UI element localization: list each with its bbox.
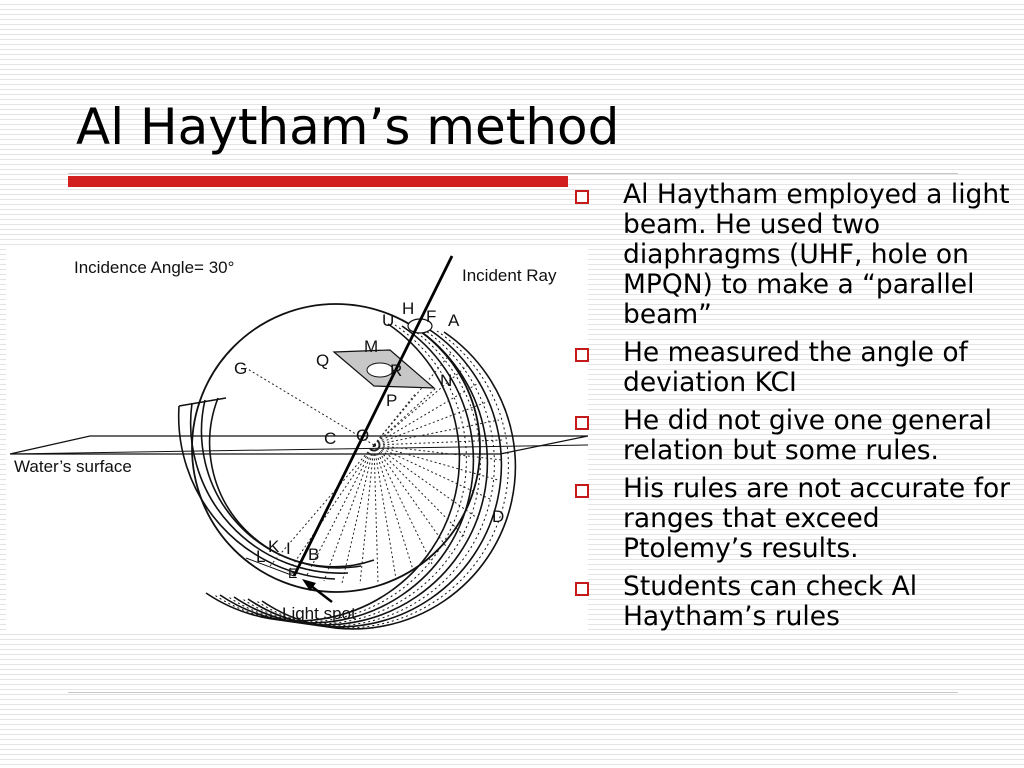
point-label-g: G bbox=[234, 359, 248, 378]
bullet-list bbox=[574, 180, 1014, 640]
point-label-f: F bbox=[426, 307, 437, 326]
point-label-r: R bbox=[390, 361, 403, 380]
point-label-m: M bbox=[364, 337, 379, 356]
point-label-h: H bbox=[402, 299, 415, 318]
point-label-n: N bbox=[440, 371, 453, 390]
bullet-item bbox=[574, 338, 1014, 398]
point-label-k: K bbox=[268, 537, 280, 556]
bullet-text: Students can check Al Haytham’s rules bbox=[623, 571, 918, 632]
point-label-p: P bbox=[386, 391, 398, 410]
square-bullet-icon bbox=[575, 484, 589, 498]
bullet-item bbox=[574, 572, 1014, 632]
point-label-q: Q bbox=[316, 351, 330, 370]
point-label-b: B bbox=[308, 545, 320, 564]
bullet-text: His rules are not accurate for ranges that exceed Ptolemy’s results. bbox=[623, 473, 1011, 564]
bullet-text: Al Haytham employed a light beam. He used two diaphragms (UHF, hole on MPQN) to make a “parallel beam” bbox=[623, 179, 1010, 330]
slide-title: Al Haytham’s method bbox=[76, 98, 620, 156]
point-label-o: O bbox=[356, 426, 370, 445]
title-accent-bar bbox=[68, 176, 568, 187]
square-bullet-icon bbox=[575, 416, 589, 430]
incidence-angle-label: Incidence Angle= 30° bbox=[74, 258, 235, 277]
light-spot-label: Light spot bbox=[282, 604, 356, 623]
bullet-text: He did not give one general relation but some rules. bbox=[623, 405, 992, 466]
bullet-item bbox=[574, 406, 1014, 466]
point-label-e: E bbox=[288, 565, 298, 581]
point-label-d: D bbox=[492, 507, 505, 526]
point-label-l: L bbox=[256, 547, 266, 566]
bullet-item bbox=[574, 180, 1014, 330]
footer-rule bbox=[68, 692, 958, 693]
title-underline bbox=[68, 173, 958, 174]
bullet-text: He measured the angle of deviation KCI bbox=[623, 337, 968, 398]
point-label-i: I bbox=[286, 539, 291, 558]
incident-ray-label: Incident Ray bbox=[462, 266, 557, 285]
square-bullet-icon bbox=[575, 582, 589, 596]
point-label-c: C bbox=[324, 429, 337, 448]
square-bullet-icon bbox=[575, 190, 589, 204]
bullet-item bbox=[574, 474, 1014, 564]
point-label-a: A bbox=[448, 311, 460, 330]
point-label-u: U bbox=[382, 311, 395, 330]
water-surface-label: Water’s surface bbox=[14, 457, 132, 476]
square-bullet-icon bbox=[575, 348, 589, 362]
refraction-apparatus-diagram bbox=[6, 248, 588, 630]
